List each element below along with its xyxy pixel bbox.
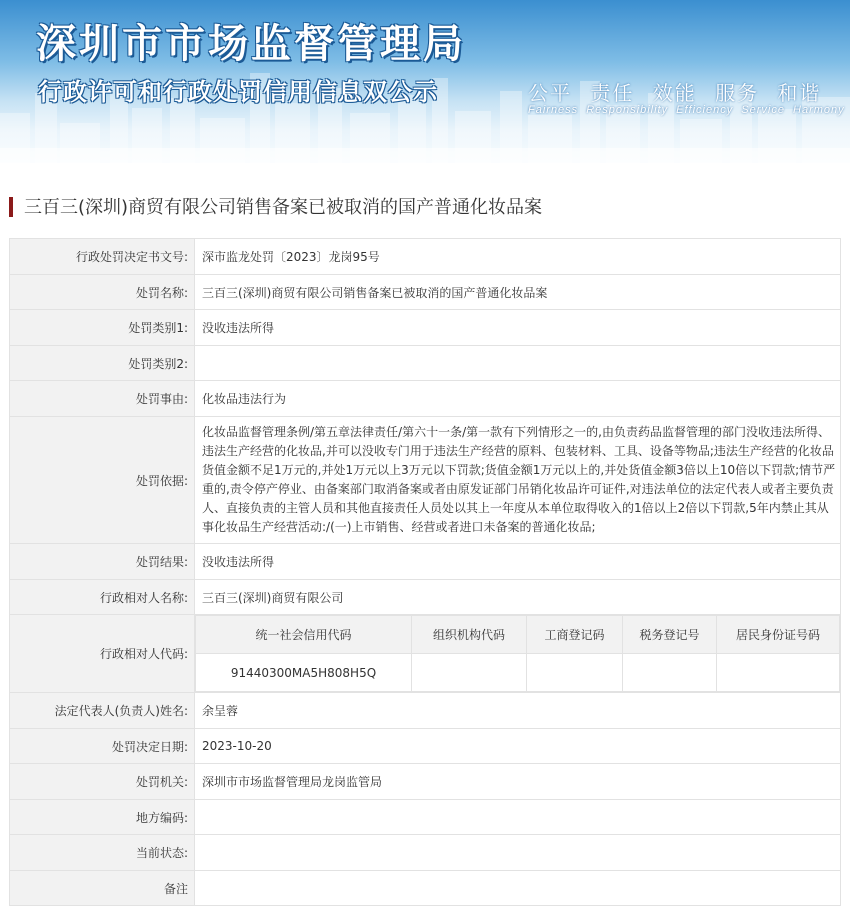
decision-date-value: 2023-10-20 [195,729,841,764]
page-title [0,185,850,225]
column-header: 组织机构代码 [412,616,527,654]
reason-label: 处罚事由: [10,381,195,417]
remarks-label: 备注 [10,871,195,906]
header-banner [0,0,850,163]
page-title-text: 三百三(深圳)商贸有限公司销售备案已被取消的国产普通化妆品案 [24,197,543,218]
result-value: 没收违法所得 [195,544,841,580]
basis-label: 处罚依据: [10,417,195,544]
case-name-label: 处罚名称: [10,275,195,310]
category2-value [195,346,841,381]
table-row [10,544,841,580]
table-row [10,346,841,381]
table-row [10,835,841,871]
table-row [10,580,841,615]
title-accent-bar [9,197,13,217]
org-code-value [412,654,527,692]
basis-value: 化妆品监督管理条例/第五章法律责任/第六十一条/第一款有下列情形之一的,由负责药品监督管理的部门没收违法所得、违法生产经营的化妆品,并可以没收专门用于违法生产经营的原料、包装材料、工具、设备等物品;违法生产经营的化妆品货值金额不足1万元的,并处1万元以上3万元以下罚款;货值金额1万元以上的,并处货值金额3倍以上10倍以下罚款;情节严重的,责令停产停业、由备案部门取消备案或者由原发证部门吊销化妆品许可证件,对违法单位的法定代表人或者主要负责人、直接负责的主管人员和其他直接责任人员处以其上一年度从本单位取得收入的1倍以上2倍以下罚款,5年内禁止其从事化妆品生产经营活动:/(一)上市销售、经营或者进口未备案的普通化妆品; [195,417,841,544]
column-header: 税务登记号 [623,616,717,654]
table-row [10,693,841,729]
id-number-value [717,654,840,692]
reason-value: 化妆品违法行为 [195,381,841,417]
site-subtitle: 行政许可和行政处罚信用信息双公示 [38,78,438,106]
authority-label: 处罚机关: [10,764,195,800]
column-header: 统一社会信用代码 [196,616,412,654]
legal-rep-value: 余呈蓉 [195,693,841,729]
decision-date-label: 处罚决定日期: [10,729,195,764]
party-name-value: 三百三(深圳)商贸有限公司 [195,580,841,615]
remarks-value [195,871,841,906]
table-row [10,800,841,835]
authority-value: 深圳市市场监督管理局龙岗监管局 [195,764,841,800]
table-row [10,381,841,417]
decision-no-label: 行政处罚决定书文号: [10,239,195,275]
party-code-cell [195,615,841,693]
table-row [10,310,841,346]
credit-code-value: 91440300MA5H808H5Q [196,654,412,692]
party-code-header-row [196,616,840,654]
slogan: 公平 责任 效能 服务 和谐 [528,81,822,105]
tax-reg-value [623,654,717,692]
status-label: 当前状态: [10,835,195,871]
table-row [10,239,841,275]
table-row [10,729,841,764]
party-code-table [195,615,840,692]
legal-rep-label: 法定代表人(负责人)姓名: [10,693,195,729]
slogan-english: Fairness Responsibility Efficiency Service Harmony [528,104,845,116]
decision-no-value: 深市监龙处罚〔2023〕龙岗95号 [195,239,841,275]
region-code-value [195,800,841,835]
region-code-label: 地方编码: [10,800,195,835]
category1-label: 处罚类别1: [10,310,195,346]
table-row [10,871,841,906]
party-code-value-row [196,654,840,692]
status-value [195,835,841,871]
case-name-value: 三百三(深圳)商贸有限公司销售备案已被取消的国产普通化妆品案 [195,275,841,310]
table-row [10,764,841,800]
penalty-details-table [9,238,841,906]
party-name-label: 行政相对人名称: [10,580,195,615]
table-row [10,275,841,310]
column-header: 工商登记码 [527,616,623,654]
site-title: 深圳市市场监督管理局 [36,21,466,67]
business-reg-value [527,654,623,692]
result-label: 处罚结果: [10,544,195,580]
column-header: 居民身份证号码 [717,616,840,654]
party-code-label: 行政相对人代码: [10,615,195,693]
table-row [10,615,841,693]
category2-label: 处罚类别2: [10,346,195,381]
table-row [10,417,841,544]
category1-value: 没收违法所得 [195,310,841,346]
